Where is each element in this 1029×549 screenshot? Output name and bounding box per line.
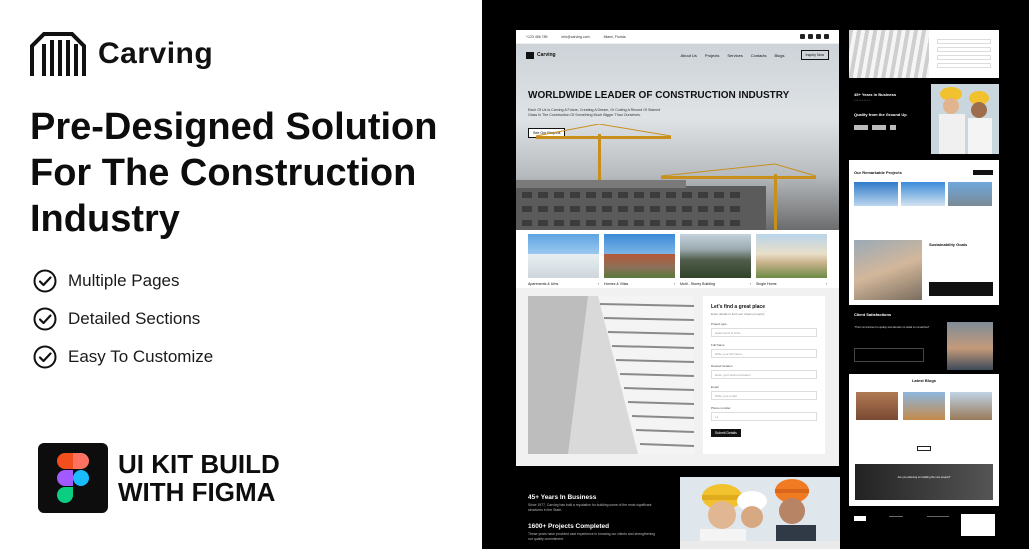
field-label: Project type [711, 322, 727, 326]
nav-link[interactable]: Contacts [750, 52, 767, 58]
hero-title: WORLDWIDE LEADER OF CONSTRUCTION INDUSTRY [528, 90, 790, 101]
footer-column [889, 516, 903, 540]
projects-title: Our Remarkable Projects [854, 170, 902, 175]
kit-line-2: WITH FIGMA [118, 477, 276, 507]
carving-logo-icon [526, 52, 534, 59]
category-label: Single Home [756, 282, 777, 286]
stats-strip [516, 476, 839, 549]
side-page-footer [849, 510, 999, 549]
project-thumb[interactable] [901, 182, 945, 206]
mock-topbar [516, 30, 839, 44]
engineers-image [931, 84, 999, 154]
footer-logo [854, 516, 866, 521]
nav-link[interactable]: Projects [704, 52, 720, 58]
cta-text: Are you planning on building the next project? [897, 476, 951, 479]
carving-logo-icon [30, 30, 86, 78]
brand-name: Carving [98, 37, 214, 70]
stat-text: Since 1977, Carving has built a reputation for building some of the most significant structures in the State. [528, 503, 652, 512]
category-image [528, 234, 599, 278]
stat-block [528, 523, 658, 541]
construction-scene-image [516, 124, 839, 230]
brand [30, 30, 213, 78]
blog-thumb[interactable] [903, 392, 945, 420]
view-all-button[interactable] [973, 170, 993, 175]
feature-label: Detailed Sections [68, 309, 201, 328]
more-blogs-button[interactable] [917, 446, 931, 451]
nav-link[interactable]: About Us [680, 52, 697, 58]
blog-thumb[interactable] [950, 392, 992, 420]
mock-address: Miami, Florida [603, 34, 626, 39]
building-bw-image [528, 296, 694, 454]
feature-label: Easy To Customize [68, 347, 214, 366]
check-circle-icon [32, 344, 58, 370]
project-thumb[interactable] [854, 182, 898, 206]
headline: Pre-Designed Solution For The Construction Industry [30, 106, 438, 240]
field-label: Phone number [711, 406, 731, 410]
check-circle-icon [32, 306, 58, 332]
project-thumb[interactable] [948, 182, 992, 206]
facebook-icon[interactable] [800, 34, 805, 39]
category-image [604, 234, 675, 278]
building-thumb [849, 30, 929, 78]
feature-item [32, 262, 213, 300]
instagram-icon[interactable] [816, 34, 821, 39]
clients-title: Client Satisfactions [854, 312, 892, 317]
arrow-right-icon: › [825, 282, 827, 286]
nav-link[interactable]: Services [727, 52, 743, 58]
client-photo [947, 322, 993, 370]
category-card[interactable] [680, 234, 751, 286]
footer-column [927, 516, 949, 540]
side-page-stats: 45+ Years In Business • • • • • • • • • • Quality from the Ground Up [849, 84, 999, 154]
arrow-right-icon: › [749, 282, 751, 286]
location-input[interactable]: Enter your desired location [711, 370, 817, 379]
building-facade-graphic [528, 296, 694, 454]
category-card[interactable] [528, 234, 599, 286]
testimonial-quote: “Their commitment to quality and attention to detail is unmatched” [854, 326, 930, 329]
mock-nav-links [680, 53, 784, 58]
form-subtitle: Enter details to find your dream property [711, 312, 765, 316]
mock-hero [516, 44, 839, 230]
category-image [680, 234, 751, 278]
feature-item [32, 338, 213, 376]
inquiry-button[interactable]: Inquiry Now [801, 50, 829, 60]
twitter-icon[interactable] [808, 34, 813, 39]
feature-label: Multiple Pages [68, 271, 180, 290]
category-label: Homes & Villas [604, 282, 629, 286]
category-row [516, 230, 839, 286]
blogs-title: Latest Blogs [911, 378, 936, 383]
submit-details-button[interactable]: Submit Details [711, 429, 741, 437]
showcase-panel [482, 0, 1029, 549]
mock-navbar [516, 44, 839, 66]
figma-icon [56, 453, 90, 503]
feature-list [32, 262, 213, 376]
side-page-blogs [849, 374, 999, 506]
side-page-testimonial [849, 310, 999, 370]
category-card[interactable] [604, 234, 675, 286]
sustainability-image [854, 240, 922, 300]
side-stats-title: 45+ Years In Business [854, 92, 897, 97]
find-place-form [703, 296, 825, 454]
side-quality-title: Quality from the Ground Up [854, 112, 907, 118]
testimonial-project-card [854, 348, 924, 362]
side-page-contact [849, 30, 999, 78]
see-projects-button[interactable]: See Our Projects [528, 128, 565, 138]
workers-graphic [680, 477, 840, 549]
homepage-mockup [516, 30, 839, 466]
footer-newsletter [961, 514, 995, 536]
social-icons [800, 34, 829, 39]
nav-link[interactable]: Blogs [774, 52, 785, 58]
workers-image [680, 477, 840, 549]
category-label: Multi - Storey Building [680, 282, 715, 286]
email-input[interactable]: Write your email [711, 391, 817, 400]
mock-logo-text: Carving [537, 52, 556, 58]
field-label: Email [711, 385, 719, 389]
linkedin-icon[interactable] [824, 34, 829, 39]
phone-input[interactable]: +1 [711, 412, 817, 421]
sustainability-title: Sustainability Goals [929, 242, 968, 247]
field-label: Full Name [711, 343, 725, 347]
feature-item [32, 300, 213, 338]
category-image [756, 234, 827, 278]
cta-banner [855, 464, 993, 500]
find-place-section [516, 288, 839, 466]
category-label: Apartments & Urbs [528, 282, 559, 286]
blog-thumb[interactable] [856, 392, 898, 420]
category-card[interactable] [756, 234, 827, 286]
mock-phone: +123 456 789 [526, 34, 548, 39]
mock-logo[interactable] [526, 52, 556, 59]
stat-text: These years have provided vast experience in knowing our clients and strengthening our quality commitment. [528, 532, 656, 541]
stat-title: 1600+ Projects Completed [528, 523, 610, 530]
full-name-input[interactable]: Write your full name [711, 349, 817, 358]
hero-subtitle: Each Of Us Is Carving A Future, Creating A Dream, Or Cutting A Record Of Stained Glass In The Construction Of Something Much Bigger Than Ourselves. [528, 108, 661, 117]
arrow-right-icon: › [673, 282, 675, 286]
arrow-right-icon: › [597, 282, 599, 286]
field-label: Desired location [711, 364, 733, 368]
sustainability-card [929, 282, 993, 296]
mock-email: info@carving.com [561, 34, 590, 39]
promo-panel [0, 0, 482, 549]
kit-caption [118, 450, 280, 506]
stat-title: 45+ Years In Business [528, 494, 597, 501]
project-type-select[interactable]: Apartments & Urbs [711, 328, 817, 337]
figma-badge [38, 443, 108, 513]
form-title: Let's find a great place [711, 304, 765, 310]
stat-block [528, 494, 658, 512]
check-circle-icon [32, 268, 58, 294]
side-page-projects [849, 160, 999, 305]
kit-line-1: UI KIT BUILD [118, 449, 280, 479]
